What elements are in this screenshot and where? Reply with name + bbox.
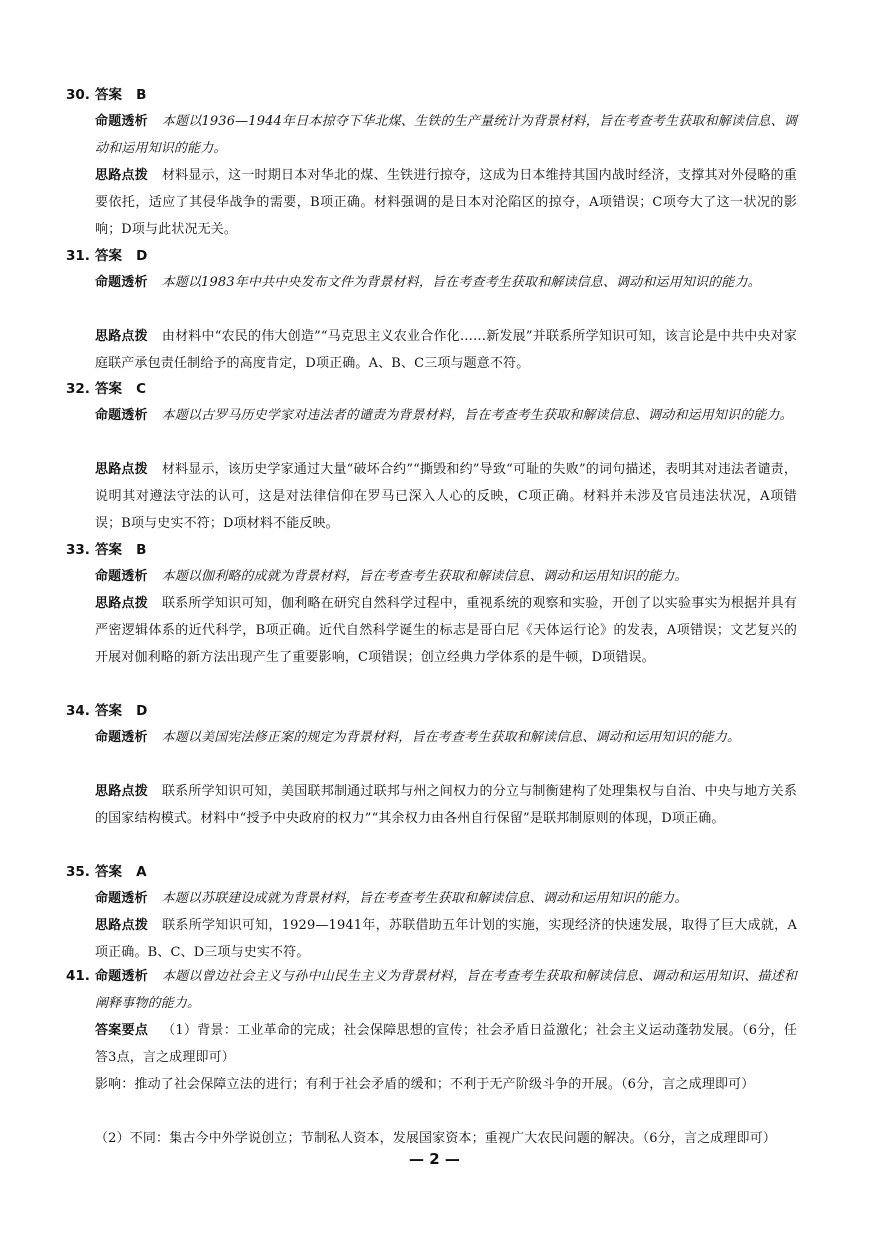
- reasoning-label: 思路点拨: [95, 784, 148, 799]
- answer-points-label: 答案要点: [95, 1023, 149, 1038]
- answer-point-1: （1）背景：工业革命的完成；社会保障思想的宣传；社会矛盾日益激化；社会主义运动蓬勃发展。（6分，任答3点，言之成理即可）: [95, 1023, 797, 1065]
- analysis-paragraph: [95, 269, 797, 296]
- analysis-label: 命题透析: [95, 114, 148, 129]
- answer-label: 答案: [95, 248, 122, 264]
- analysis-paragraph: [95, 724, 797, 751]
- answer-choice: D: [136, 248, 148, 264]
- analysis-text: 本题以伽利略的成就为背景材料，旨在考查考生获取和解读信息、调动和运用知识的能力。: [161, 569, 688, 584]
- reasoning-text: 材料显示，这一时期日本对华北的煤、生铁进行掠夺，这成为日本维持其国内战时经济，支撑其对外侵略的重要依托，适应了其侵华战争的需要，B项正确。材料强调的是日本对沦陷区的掠夺，A项错误；C项夸大了这一状况的影响；D项与此状况无关。: [95, 168, 797, 237]
- reasoning-paragraph: [95, 912, 797, 966]
- reasoning-paragraph: [95, 590, 797, 671]
- question-number: [66, 967, 95, 985]
- reasoning-text: 联系所学知识可知，伽利略在研究自然科学过程中，重视系统的观察和实验，开创了以实验事实为根据并具有严密逻辑体系的近代科学，B项正确。近代自然科学诞生的标志是哥白尼《天体运行论》的发表，A项错误；文艺复兴的开展对伽利略的新方法出现产生了重要影响，C项错误；创立经典力学体系的是牛顿，D项错误。: [95, 596, 797, 665]
- answer-choice: D: [136, 703, 148, 719]
- answer-line: [66, 541, 146, 559]
- impact-paragraph: [95, 1071, 797, 1098]
- question-number: 35.: [66, 864, 90, 880]
- reasoning-text: 联系所学知识可知，美国联邦制通过联邦与州之间权力的分立与制衡建构了处理集权与自治、中央与地方关系的国家结构模式。材料中“授予中央政府的权力”“其余权力由各州自行保留”是联邦制原则的体现，D项正确。: [95, 784, 797, 826]
- reasoning-label: 思路点拨: [95, 462, 148, 477]
- analysis-paragraph: [95, 563, 797, 590]
- analysis-paragraph: [95, 108, 797, 162]
- question-number: 33.: [66, 542, 90, 558]
- analysis-paragraph: [95, 885, 797, 912]
- analysis-text: 本题以曾边社会主义与孙中山民生主义为背景材料，旨在考查考生获取和解读信息、调动和运用知识、描述和阐释事物的能力。: [95, 969, 797, 1011]
- analysis-paragraph: [95, 963, 797, 1017]
- answer-label: 答案: [95, 542, 122, 558]
- analysis-label: 命题透析: [95, 408, 148, 423]
- reasoning-label: 思路点拨: [95, 918, 149, 933]
- answer-point-2: 影响：推动了社会保障立法的进行；有利于社会矛盾的缓和；不利于无产阶级斗争的开展。（6分，言之成理即可）: [95, 1077, 755, 1092]
- answer-point-3: （2）不同：集古今中外学说创立；节制私人资本，发展国家资本；重视广大农民问题的解决。（6分，言之成理即可）: [95, 1131, 776, 1146]
- answer-label: 答案: [95, 703, 122, 719]
- reasoning-label: 思路点拨: [95, 168, 148, 183]
- reasoning-label: 思路点拨: [95, 329, 148, 344]
- analysis-label: 命题透析: [95, 969, 148, 984]
- answer-choice: B: [136, 542, 147, 558]
- analysis-paragraph: [95, 402, 797, 429]
- question-number: 30.: [66, 87, 90, 103]
- analysis-text: 本题以古罗马历史学家对违法者的谴责为背景材料，旨在考查考生获取和解读信息、调动和运用知识的能力。: [161, 408, 793, 423]
- analysis-label: 命题透析: [95, 891, 148, 906]
- analysis-label: 命题透析: [95, 569, 148, 584]
- answer-line: [66, 863, 147, 881]
- answer-line: [66, 702, 147, 720]
- reasoning-paragraph: [95, 778, 797, 832]
- question-number: 32.: [66, 381, 90, 397]
- reasoning-paragraph: [95, 456, 797, 537]
- question-number: 34.: [66, 703, 90, 719]
- question-number: 31.: [66, 248, 90, 264]
- analysis-text: 本题以1936—1944年日本掠夺下华北煤、生铁的生产量统计为背景材料，旨在考查考生获取和解读信息、调动和运用知识的能力。: [95, 114, 797, 156]
- answer-choice: C: [136, 381, 147, 397]
- analysis-text: 本题以苏联建设成就为背景材料，旨在考查考生获取和解读信息、调动和运用知识的能力。: [161, 891, 688, 906]
- analysis-label: 命题透析: [95, 275, 148, 290]
- answer-points-paragraph: [95, 1017, 797, 1071]
- reasoning-paragraph: [95, 323, 797, 377]
- reasoning-text: 材料显示，该历史学家通过大量“破坏合约”“撕毁和约”导致“可耻的失败”的词句描述，表明其对违法者谴责，说明其对遵法守法的认可，这是对法律信仰在罗马已深入人心的反映，C项正确。材料并未涉及官员违法状况，A项错误；B项与史实不符；D项材料不能反映。: [95, 462, 797, 531]
- analysis-text: 本题以美国宪法修正案的规定为背景材料，旨在考查考生获取和解读信息、调动和运用知识的能力。: [161, 730, 741, 745]
- reasoning-text: 联系所学知识可知，1929—1941年，苏联借助五年计划的实施，实现经济的快速发展，取得了巨大成就，A项正确。B、C、D三项与史实不符。: [95, 918, 797, 960]
- reasoning-text: 由材料中“农民的伟大创造”“马克思主义农业合作化……新发展”并联系所学知识可知，该言论是中共中央对家庭联产承包责任制给予的高度肯定，D项正确。A、B、C三项与题意不符。: [95, 329, 797, 371]
- reasoning-label: 思路点拨: [95, 596, 148, 611]
- question-number-text: 41.: [66, 968, 90, 984]
- analysis-text: 本题以1983年中共中央发布文件为背景材料，旨在考查考生获取和解读信息、调动和运用知识的能力。: [161, 275, 761, 290]
- answer-label: 答案: [95, 381, 122, 397]
- answer-line: [66, 86, 146, 104]
- answer-line: [66, 380, 146, 398]
- page-number: — 2 —: [409, 1150, 460, 1168]
- answer-label: 答案: [95, 864, 122, 880]
- answer-choice: A: [136, 864, 147, 880]
- answer-line: [66, 247, 147, 265]
- reasoning-paragraph: [95, 162, 797, 243]
- analysis-label: 命题透析: [95, 730, 148, 745]
- difference-paragraph: [95, 1125, 797, 1152]
- answer-label: 答案: [95, 87, 122, 103]
- answer-choice: B: [136, 87, 147, 103]
